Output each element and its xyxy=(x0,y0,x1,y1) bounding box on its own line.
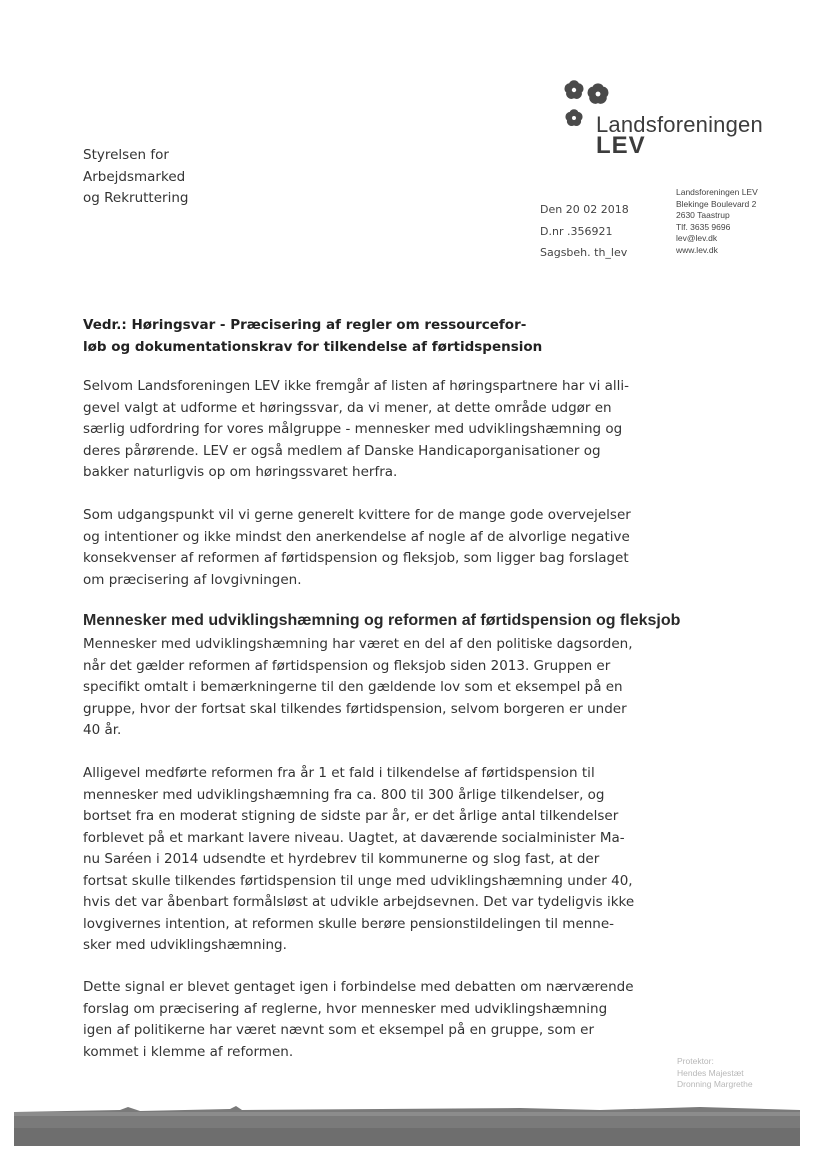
paragraph-line: særlig udfordring for vores målgruppe - mennesker med udviklingshæmning og xyxy=(83,421,623,437)
paragraph-line: Alligevel medførte reformen fra år 1 et fald i tilkendelse af førtidspension til xyxy=(83,765,595,781)
contact-email: lev@lev.dk xyxy=(676,233,718,243)
organization-logo xyxy=(552,68,782,168)
protector-note xyxy=(677,1056,753,1091)
paragraph-line: Som udgangspunkt vil vi gerne generelt kvittere for de mange gode overvejelser xyxy=(83,507,631,523)
section-paragraph xyxy=(83,634,693,742)
contact-line: 2630 Taastrup xyxy=(676,210,730,220)
recipient-line: Arbejdsmarked xyxy=(83,168,186,185)
case-number: D.nr .356921 xyxy=(540,224,613,238)
paragraph-line: bakker naturligvis op om høringssvaret herfra. xyxy=(83,464,398,480)
acknowledgement-paragraph xyxy=(83,505,693,591)
subject-line: løb og dokumentationskrav for tilkendelse af førtidspension xyxy=(83,339,543,355)
letter-date: Den 20 02 2018 xyxy=(540,203,629,216)
logo-name-line1: Landsforeningen xyxy=(596,112,763,137)
letter-meta xyxy=(540,199,629,264)
flower-2-icon xyxy=(586,83,610,106)
paragraph-line: kommet i klemme af reformen. xyxy=(83,1043,294,1060)
section-paragraph xyxy=(83,977,693,1063)
paragraph-line: hvis det var åbenbart formålsløst at udvikle arbejdsevnen. Det var tydeligvis ikke xyxy=(83,894,635,910)
paragraph-line: gevel valgt at udforme et høringssvar, da vi mener, at dette område udgør en xyxy=(83,399,612,416)
flower-1-icon xyxy=(563,80,585,100)
case-handler: Sagsbeh. th_lev xyxy=(540,246,628,259)
paragraph-line: Mennesker med udviklingshæmning har været en del af den politiske dagsorden, xyxy=(83,636,633,652)
paragraph-line: og intentioner og ikke mindst den anerkendelse af nogle af de alvorlige negative xyxy=(83,528,630,545)
paragraph-line: lovgivernes intention, at reformen skulle berøre pensionstildelingen til menne- xyxy=(83,915,615,932)
contact-line: Blekinge Boulevard 2 xyxy=(676,198,757,209)
section-heading: Mennesker med udviklingshæmning og reformen af førtidspension og fleksjob xyxy=(83,612,681,629)
paragraph-line: deres pårørende. LEV er også medlem af Danske Handicaporganisationer og xyxy=(83,442,601,459)
paragraph-line: Selvom Landsforeningen LEV ikke fremgår af listen af høringspartnere har vi alli- xyxy=(83,378,630,394)
protector-line: Hendes Majestæt xyxy=(677,1067,744,1078)
logo-name-line2: LEV xyxy=(596,132,646,159)
scan-edge-band xyxy=(0,1098,828,1158)
paragraph-line: konsekvenser af reformen af førtidspension og fleksjob, som ligger bag forslaget xyxy=(83,550,629,566)
paragraph-line: specifikt omtalt i bemærkningerne til den gældende lov som et eksempel på en xyxy=(83,679,623,695)
paragraph-line: når det gælder reformen af førtidspension og fleksjob siden 2013. Gruppen er xyxy=(83,657,611,674)
paragraph-line: gruppe, hvor der fortsat skal tilkendes førtidspension, selvom borgeren er under xyxy=(83,700,627,717)
letter-subject xyxy=(83,314,643,358)
protector-line: Protektor: xyxy=(677,1056,714,1066)
paragraph-line: forblevet på et markant lavere niveau. Uagtet, at daværende socialminister Ma- xyxy=(83,829,625,846)
paragraph-line: Dette signal er blevet gentaget igen i forbindelse med debatten om nærværende xyxy=(83,979,634,995)
contact-line: Landsforeningen LEV xyxy=(676,187,758,197)
intro-paragraph xyxy=(83,376,693,484)
recipient-line: Styrelsen for xyxy=(83,147,169,163)
subject-line: Vedr.: Høringsvar - Præcisering af regler om ressourcefor- xyxy=(83,317,527,333)
paragraph-line: fortsat skulle tilkendes førtidspension til unge med udviklingshæmning under 40, xyxy=(83,872,633,889)
paragraph-line: forslag om præcisering af reglerne, hvor mennesker med udviklingshæmning xyxy=(83,1000,608,1017)
paragraph-line: bortset fra en moderat stigning de sidste par år, er det årlige antal tilkendelser xyxy=(83,808,619,824)
paragraph-line: nu Saréen i 2014 udsendte et hyrdebrev til kommunerne og slog fast, at der xyxy=(83,851,600,867)
paragraph-line: 40 år. xyxy=(83,722,122,738)
paragraph-line: sker med udviklingshæmning. xyxy=(83,937,287,953)
recipient-line: og Rekruttering xyxy=(83,190,189,206)
section-paragraph xyxy=(83,763,693,957)
contact-website: www.lev.dk xyxy=(676,244,718,255)
paragraph-line: mennesker med udviklingshæmning fra ca. 800 til 300 årlige tilkendelser, og xyxy=(83,786,605,803)
contact-phone: Tlf. 3635 9696 xyxy=(676,221,731,232)
paragraph-line: om præcisering af lovgivningen. xyxy=(83,571,302,588)
protector-line: Dronning Margrethe xyxy=(677,1079,753,1089)
sender-contact xyxy=(676,187,758,256)
paragraph-line: igen af politikerne har været nævnt som et eksempel på en gruppe, som er xyxy=(83,1022,595,1038)
recipient-address xyxy=(83,145,188,210)
flower-3-icon xyxy=(564,109,583,127)
